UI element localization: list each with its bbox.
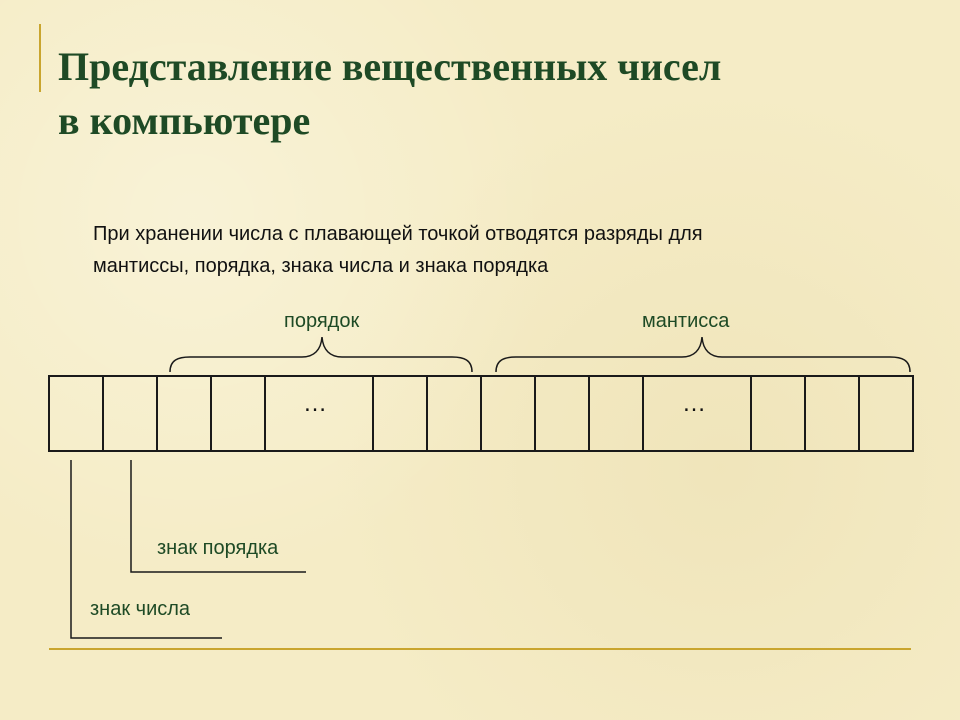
title-line-1: Представление вещественных чисел <box>58 44 722 89</box>
order-label: порядок <box>284 310 360 332</box>
order-ellipsis: … <box>303 390 327 417</box>
order-brace <box>170 337 472 372</box>
register-cells <box>49 376 913 451</box>
body-line-2: мантиссы, порядка, знака числа и знака порядка <box>93 255 549 277</box>
number-sign-label: знак числа <box>90 598 191 620</box>
title-line-2: в компьютере <box>58 98 311 143</box>
body-line-1: При хранении числа с плавающей точкой отводятся разряды для <box>93 223 703 245</box>
order-sign-label: знак порядка <box>157 537 279 559</box>
mantissa-label: мантисса <box>642 310 730 332</box>
mantissa-ellipsis: … <box>682 390 706 417</box>
mantissa-brace <box>496 337 910 372</box>
